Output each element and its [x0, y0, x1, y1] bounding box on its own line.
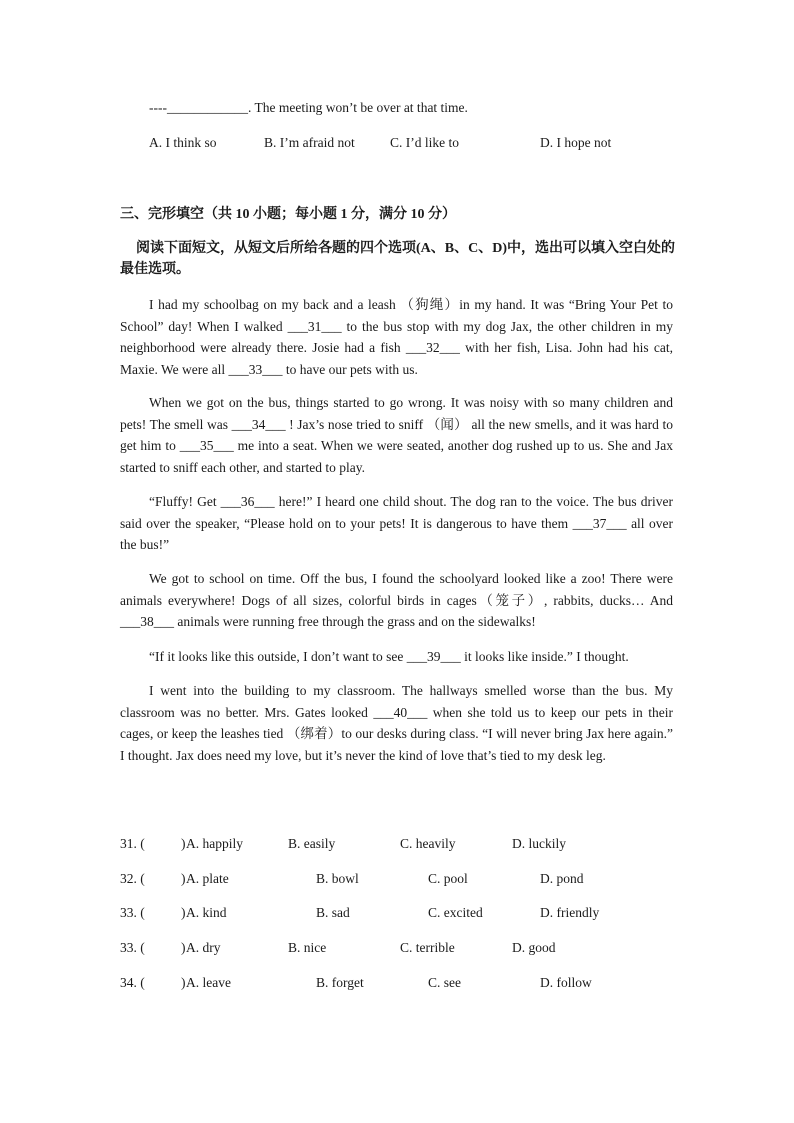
question-number: 33. (: [120, 940, 145, 955]
option-c: C. see: [428, 975, 461, 990]
question-row: [120, 975, 680, 993]
answer-paren: ): [181, 975, 186, 990]
option-d: D. I hope not: [540, 135, 612, 150]
previous-question-options: [149, 135, 669, 153]
passage-paragraph: I went into the building to my classroom. The hallways smelled worse than the bus. My classroom was no better. Mrs. Gates looked ___40___ when she told us to keep our pets in their cages, or keep the leashes tied （绑着）to our desks during class. “I will never bring Jax here again.” I thought. Jax does need my love, but it’s never the kind of love that’s tied to my desk leg.: [120, 683, 673, 763]
option-d: D. luckily: [512, 836, 566, 851]
option-b: B. easily: [288, 836, 336, 851]
question-row: [120, 871, 680, 889]
option-d: D. friendly: [540, 905, 600, 920]
option-d: D. pond: [540, 871, 584, 886]
answer-paren: ): [181, 940, 186, 955]
question-row: [120, 940, 680, 958]
option-a: A. plate: [186, 871, 229, 886]
passage-paragraph: “Fluffy! Get ___36___ here!” I heard one child shout. The dog ran to the voice. The bus driver said over the speaker, “Please hold on to your pets! It is dangerous to have them ___37___ all over the bus!”: [120, 494, 673, 552]
section-title: 三、完形填空（共 10 小题；每小题 1 分，满分 10 分）: [120, 207, 456, 222]
passage-paragraph: “If it looks like this outside, I don’t want to see ___39___ it looks like inside.” I thought.: [149, 649, 629, 664]
option-d: D. good: [512, 940, 556, 955]
option-b: B. forget: [316, 975, 364, 990]
option-c: C. pool: [428, 871, 468, 886]
passage-paragraph: I had my schoolbag on my back and a leash （狗绳）in my hand. It was “Bring Your Pet to School” day! When I walked ___31___ to the bus stop with my dog Jax, the other children in my neighborhood were already there. Josie had a fish ___32___ with her fish, Lisa. John had his cat, Maxie. We were all ___33___ to have our pets with us.: [120, 297, 673, 377]
previous-question-text: ----____________. The meeting won’t be over at that time.: [149, 100, 468, 115]
question-row: [120, 836, 680, 854]
question-number: 31. (: [120, 836, 145, 851]
option-a: A. leave: [186, 975, 231, 990]
question-number: 32. (: [120, 871, 145, 886]
question-number: 33. (: [120, 905, 145, 920]
question-row: [120, 905, 680, 923]
option-b: B. sad: [316, 905, 350, 920]
option-a: A. happily: [186, 836, 243, 851]
option-c: C. terrible: [400, 940, 455, 955]
option-c: C. heavily: [400, 836, 456, 851]
option-a: A. dry: [186, 940, 221, 955]
section-instructions: 阅读下面短文，从短文后所给各题的四个选项(A、B、C、D)中，选出可以填入空白处的最佳选项。: [120, 241, 675, 277]
option-a: A. kind: [186, 905, 227, 920]
option-c: C. I’d like to: [390, 135, 459, 150]
passage-paragraph: We got to school on time. Off the bus, I found the schoolyard looked like a zoo! There were animals everywhere! Dogs of all sizes, colorful birds in cages（笼子）, rabbits, ducks… And ___38___ animals were running free through the grass and on the sidewalks!: [120, 571, 673, 629]
option-b: B. bowl: [316, 871, 359, 886]
option-c: C. excited: [428, 905, 483, 920]
option-b: B. nice: [288, 940, 327, 955]
passage-paragraph: When we got on the bus, things started to go wrong. It was noisy with so many children and pets! The smell was ___34___ ! Jax’s nose tried to sniff （闻） all the new smells, and it was hard to get him to ___35___ me into a seat. When we were seated, another dog rushed up to us. She and Jax started to sniff each other, and started to play.: [120, 395, 673, 475]
answer-paren: ): [181, 905, 186, 920]
option-a: A. I think so: [149, 135, 217, 150]
answer-paren: ): [181, 836, 186, 851]
option-b: B. I’m afraid not: [264, 135, 355, 150]
option-d: D. follow: [540, 975, 592, 990]
question-number: 34. (: [120, 975, 145, 990]
answer-paren: ): [181, 871, 186, 886]
